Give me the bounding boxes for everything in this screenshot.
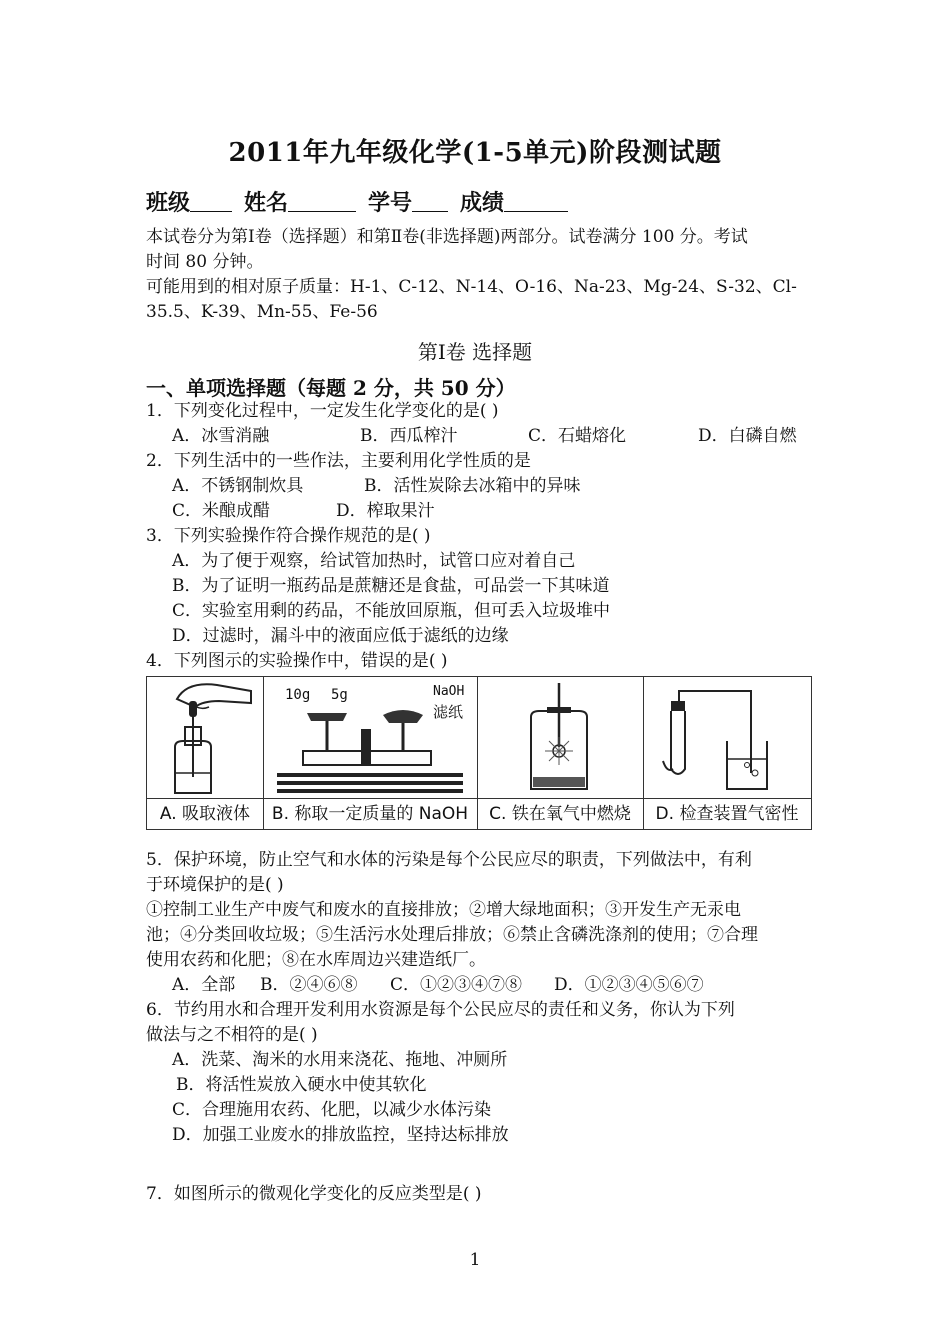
page-title: 2011年九年级化学(1-5单元)阶段测试题 [228,138,722,168]
q5-stem-line-2: 于环境保护的是( ) [146,875,284,895]
score-label: 成绩 [460,190,505,216]
name-blank [288,191,356,212]
q1-stem: 1．下列变化过程中，一定发生化学变化的是( ) [146,401,499,421]
q5-stem-line-1: 5．保护环境，防止空气和水体的污染是每个公民应尽的职责，下列做法中，有利 [146,850,752,870]
student-info-header [146,186,580,217]
q6-option-a: A．洗菜、淘米的水用来浇花、拖地、冲厕所 [172,1050,508,1070]
q2-option-a: A．不锈钢制炊具 [172,476,304,496]
class-label: 班级 [146,190,191,216]
page-number: 1 [469,1250,481,1270]
q1-option-c: C．石蜡熔化 [528,426,627,446]
class-blank [190,191,232,212]
q4-caption-d: D. 检查装置气密性 [643,798,811,829]
q7-stem: 7．如图所示的微观化学变化的反应类型是( ) [146,1184,482,1204]
q2-option-d: D．榨取果汁 [336,501,435,521]
intro-line-4: 35.5、K-39、Mn-55、Fe-56 [146,302,378,322]
q6-option-b: B．将活性炭放入硬水中使其软化 [176,1075,427,1095]
intro-line-2: 时间 80 分钟。 [146,252,264,272]
q3-option-a: A．为了便于观察，给试管加热时，试管口应对着自己 [172,551,576,571]
weight-10g-label: 10g [285,687,311,703]
dropper-bottle-illustration [147,677,263,799]
intro-line-3: 可能用到的相对原子质量：H-1、C-12、N-14、O-16、Na-23、Mg-24、S-32、Cl- [146,277,797,297]
q3-option-d: D．过滤时，漏斗中的液面应低于滤纸的边缘 [172,626,509,646]
q5-list-line-2: 池；④分类回收垃圾；⑤生活污水处理后排放；⑥禁止含磷洗涤剂的使用；⑦合理 [146,925,758,945]
filter-paper-label: 滤纸 [433,703,464,721]
q4-stem: 4．下列图示的实验操作中，错误的是( ) [146,651,448,671]
q6-stem-line-2: 做法与之不相符的是( ) [146,1025,318,1045]
id-blank [412,191,448,212]
q1-option-a: A．冰雪消融 [172,426,270,446]
id-label: 学号 [368,190,413,216]
q5-option-d: D．①②③④⑤⑥⑦ [554,975,704,995]
q6-option-c: C．合理施用农药、化肥，以减少水体污染 [172,1100,492,1120]
q4-figure-table [146,676,812,830]
test-tube-beaker-illustration [643,677,811,799]
q4-figure-d [643,677,811,829]
weight-5g-label: 5g [331,687,348,703]
q1-option-d: D．白磷自燃 [698,426,797,446]
q4-caption-a: A. 吸取液体 [147,798,263,829]
naoh-label: NaOH [433,684,465,699]
q5-option-c: C．①②③④⑦⑧ [390,975,523,995]
gas-jar-illustration [477,677,643,799]
score-blank [504,191,568,212]
balance-scale-illustration [263,677,477,799]
q2-stem: 2．下列生活中的一些作法，主要利用化学性质的是 [146,451,531,471]
q5-option-b: B．②④⑥⑧ [260,975,358,995]
q4-figure-b [263,677,478,829]
q3-option-c: C．实验室用剩的药品，不能放回原瓶，但可丢入垃圾堆中 [172,601,611,621]
q4-caption-c: C. 铁在氧气中燃烧 [477,798,643,829]
q6-option-d: D．加强工业废水的排放监控，坚持达标排放 [172,1125,509,1145]
intro-line-1: 本试卷分为第Ⅰ卷（选择题）和第Ⅱ卷(非选择题)两部分。试卷满分 100 分。考试 [146,227,748,247]
q5-list-line-1: ①控制工业生产中废气和废水的直接排放；②增大绿地面积；③开发生产无汞电 [146,900,741,920]
name-label: 姓名 [244,190,289,216]
section-heading: 一、单项选择题（每题 2 分，共 50 分） [146,376,516,400]
q3-option-b: B．为了证明一瓶药品是蔗糖还是食盐，可品尝一下其味道 [172,576,610,596]
q4-figure-a [147,677,264,829]
part-one-heading: 第Ⅰ卷 选择题 [417,340,533,364]
q1-option-b: B．西瓜榨汁 [360,426,458,446]
q5-list-line-3: 使用农药和化肥；⑧在水库周边兴建造纸厂。 [146,950,486,970]
q3-stem: 3．下列实验操作符合操作规范的是( ) [146,526,431,546]
q4-figure-c [477,677,644,829]
q6-stem-line-1: 6．节约用水和合理开发利用水资源是每个公民应尽的责任和义务，你认为下列 [146,1000,735,1020]
q2-option-c: C．米酿成醋 [172,501,271,521]
q2-option-b: B．活性炭除去冰箱中的异味 [364,476,581,496]
q5-option-a: A．全部 [172,975,236,995]
q4-caption-b: B. 称取一定质量的 NaOH [263,798,477,829]
